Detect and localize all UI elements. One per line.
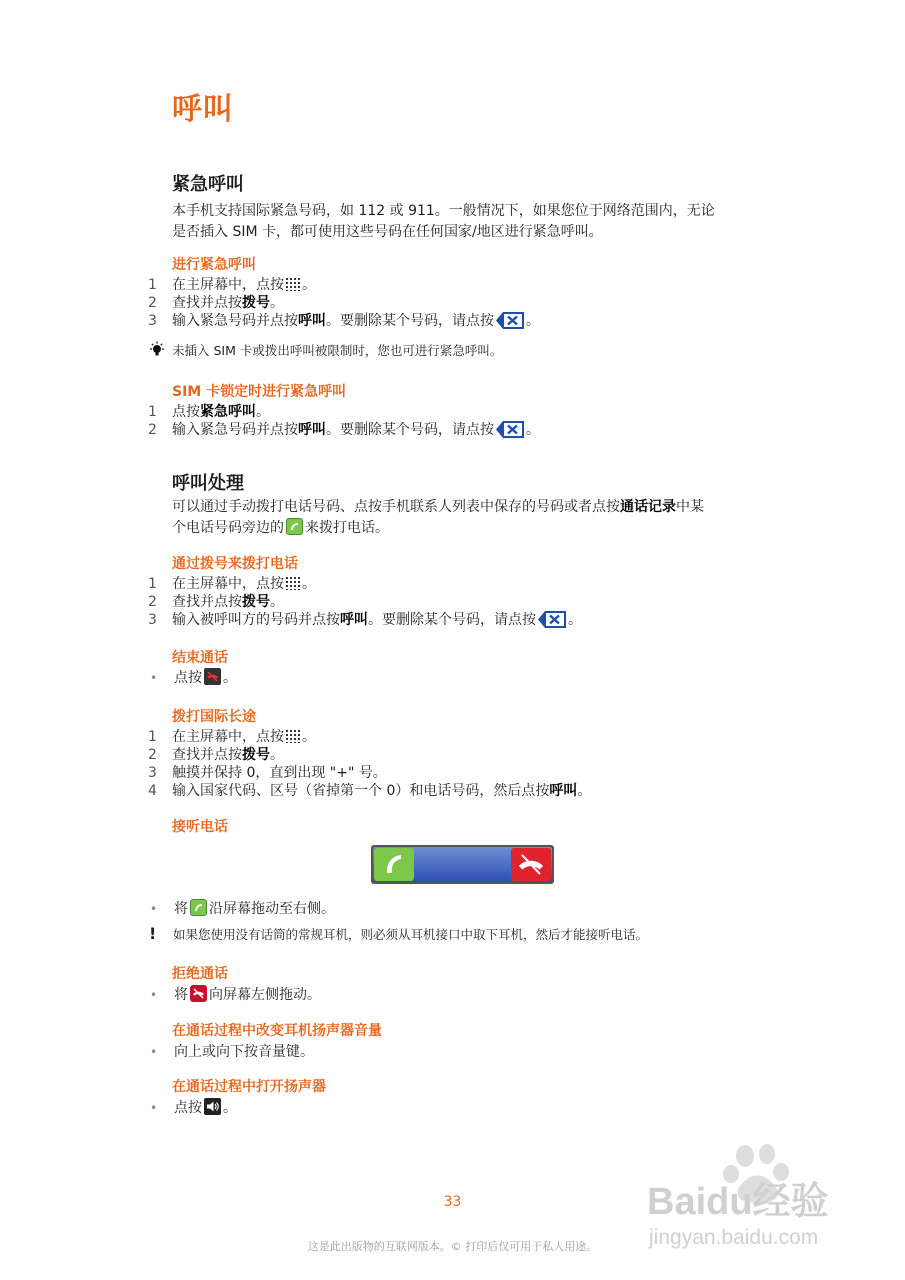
red-call-icon (190, 985, 207, 1002)
intro-text: 可以通过手动拨打电话号码、点按手机联系人列表中保存的号码或者点按 (172, 499, 620, 515)
step-number: 1 (148, 277, 157, 293)
emergency-intro (172, 201, 772, 243)
step-text-end: 。 (526, 422, 540, 438)
step-text: 在主屏幕中，点按 (172, 277, 284, 293)
intro-text-end: 中某 (676, 499, 704, 515)
footer-note: 这是此出版物的互联网版本。© 打印后仅可用于私人用途。 (307, 1240, 598, 1253)
green-call-icon (190, 899, 207, 916)
step-text: 在主屏幕中，点按 (172, 576, 284, 592)
intro-text-end: 来拨打电话。 (305, 520, 389, 536)
delete-icon (496, 312, 524, 329)
step-number: 2 (148, 422, 157, 438)
bullet-row (148, 669, 237, 687)
step-text: 在主屏幕中，点按 (172, 729, 284, 745)
tip-text: 未插入 SIM 卡或拨出呼叫被限制时，您也可进行紧急呼叫。 (172, 343, 503, 358)
call-log-label: 通话记录 (620, 499, 676, 515)
step-text: 输入国家代码、区号（省掉第一个 0）和电话号码，然后点按 (172, 783, 550, 799)
step-text-end: 。 (577, 783, 592, 799)
bullet-text: 点按 (174, 670, 202, 686)
subheading-sim-locked: SIM 卡锁定时进行紧急呼叫 (172, 384, 347, 400)
step-number: 3 (148, 313, 157, 329)
subheading-dial: 通过拨号来拨打电话 (172, 556, 298, 572)
step-row (148, 746, 284, 764)
step-text-end: 。 (302, 729, 316, 745)
step-text-mid: 。要删除某个号码，请点按 (326, 422, 494, 438)
step-number: 4 (148, 783, 157, 799)
intro-line-2 (172, 518, 772, 539)
answer-slider-image (371, 845, 554, 884)
step-bold: 拨号 (242, 594, 270, 610)
section-heading-emergency: 紧急呼叫 (172, 174, 244, 195)
step-text: 输入紧急号码并点按 (172, 313, 298, 329)
reject-handle-icon (511, 848, 551, 881)
subheading-volume: 在通话过程中改变耳机扬声器音量 (172, 1023, 382, 1039)
step-bold: 呼叫 (298, 313, 326, 329)
bullet-text: 将 (174, 987, 188, 1003)
step-row (148, 294, 284, 312)
step-row (148, 421, 540, 439)
tip-note (148, 342, 502, 361)
intro-text: 个电话号码旁边的 (172, 520, 284, 536)
app-grid-icon (286, 277, 300, 291)
bullet: • (150, 1101, 158, 1115)
warning-text: 如果您使用没有话筒的常规耳机，则必须从耳机接口中取下耳机，然后才能接听电话。 (173, 927, 649, 942)
bullet-row (148, 1099, 237, 1117)
step-number: 1 (148, 404, 157, 420)
step-text-mid: 。要删除某个号码，请点按 (368, 612, 536, 628)
step-row (148, 575, 316, 593)
bullet: • (150, 671, 158, 685)
step-bold: 呼叫 (298, 422, 326, 438)
step-text-end: 。 (526, 313, 540, 329)
app-grid-icon (286, 729, 300, 743)
step-bold: 拨号 (242, 747, 270, 763)
step-row (148, 764, 387, 782)
bullet-text-end: 沿屏幕拖动至右侧。 (209, 901, 335, 917)
bullet-row (148, 900, 335, 918)
intro-line-1: 本手机支持国际紧急号码，如 112 或 911。一般情况下，如果您位于网络范围内，无论 (172, 203, 715, 219)
step-bold: 呼叫 (549, 783, 578, 799)
subheading-make-emergency-call: 进行紧急呼叫 (172, 257, 256, 273)
end-call-icon (204, 668, 221, 685)
speaker-icon (204, 1098, 221, 1115)
step-row (148, 312, 540, 330)
step-text-end: 。 (270, 747, 284, 763)
bullet-row (148, 1043, 314, 1061)
bullet-text: 向上或向下按音量键。 (174, 1044, 314, 1060)
subheading-reject: 拒绝通话 (172, 966, 228, 982)
step-text: 触摸并保持 0，直到出现 "+" 号。 (172, 765, 387, 781)
step-text: 输入紧急号码并点按 (172, 422, 298, 438)
bullet: • (150, 902, 158, 916)
warning-note (148, 925, 648, 944)
step-row (148, 276, 316, 294)
delete-icon (538, 611, 566, 628)
bullet-text: 点按 (174, 1100, 202, 1116)
page-title: 呼叫 (172, 92, 234, 127)
step-number: 2 (148, 747, 157, 763)
step-bold: 紧急呼叫 (200, 404, 256, 420)
step-number: 2 (148, 295, 157, 311)
exclamation-icon: ! (149, 924, 157, 943)
svg-text:jingyan.baidu.com: jingyan.baidu.com (649, 1226, 819, 1249)
subheading-speaker: 在通话过程中打开扬声器 (172, 1079, 326, 1095)
step-row (148, 593, 284, 611)
subheading-end-call: 结束通话 (172, 650, 228, 666)
step-text-end: 。 (302, 277, 316, 293)
call-handling-intro (172, 497, 772, 539)
answer-handle-icon (374, 848, 414, 881)
step-number: 3 (148, 612, 157, 628)
step-text-end: 。 (270, 594, 284, 610)
bullet-text-end: 向屏幕左侧拖动。 (209, 987, 321, 1003)
step-text: 查找并点按 (172, 594, 242, 610)
step-row (148, 611, 582, 629)
svg-text:Baidu经验: Baidu经验 (647, 1181, 829, 1223)
step-text-end: 。 (568, 612, 582, 628)
lightbulb-icon (148, 342, 172, 361)
subheading-answer: 接听电话 (172, 819, 228, 835)
step-number: 2 (148, 594, 157, 610)
step-text-mid: 。要删除某个号码，请点按 (326, 313, 494, 329)
step-text-end: 。 (302, 576, 316, 592)
step-number: 1 (148, 729, 157, 745)
subheading-international: 拨打国际长途 (172, 709, 256, 725)
bullet-row (148, 986, 321, 1004)
intro-line-2: 是否插入 SIM 卡，都可使用这些号码在任何国家/地区进行紧急呼叫。 (172, 224, 603, 240)
step-row (148, 782, 591, 800)
step-row (148, 403, 270, 421)
section-heading-call-handling: 呼叫处理 (172, 473, 244, 494)
step-text-end: 。 (270, 295, 284, 311)
step-bold: 拨号 (242, 295, 270, 311)
bullet-text-end: 。 (223, 670, 237, 686)
step-text-end: 。 (256, 404, 270, 420)
bullet: • (150, 1045, 158, 1059)
page-number: 33 (443, 1194, 462, 1210)
step-bold: 呼叫 (340, 612, 368, 628)
step-text: 输入被呼叫方的号码并点按 (172, 612, 340, 628)
step-text: 查找并点按 (172, 295, 242, 311)
bullet: • (150, 988, 158, 1002)
step-text: 点按 (172, 404, 200, 420)
step-number: 1 (148, 576, 157, 592)
bullet-text-end: 。 (223, 1100, 237, 1116)
green-call-icon (286, 518, 303, 535)
step-text: 查找并点按 (172, 747, 242, 763)
intro-line-1 (172, 497, 772, 518)
bullet-text: 将 (174, 901, 188, 917)
app-grid-icon (286, 576, 300, 590)
delete-icon (496, 421, 524, 438)
step-number: 3 (148, 765, 157, 781)
step-row (148, 728, 316, 746)
